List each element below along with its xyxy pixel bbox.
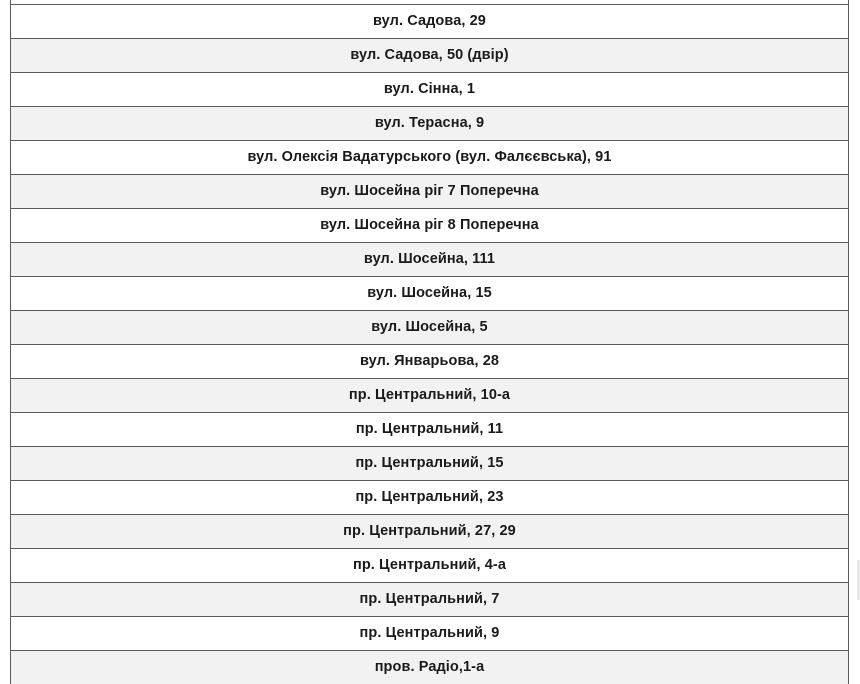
table-row — [11, 549, 849, 583]
table-row — [11, 39, 849, 73]
address-table-container — [10, 0, 849, 684]
address-cell: пр. Центральний, 7 — [11, 583, 849, 617]
address-table-body — [11, 0, 849, 684]
address-cell: пр. Центральний, 9 — [11, 617, 849, 651]
table-row — [11, 345, 849, 379]
table-row — [11, 413, 849, 447]
address-cell: пр. Центральний, 23 — [11, 481, 849, 515]
address-cell: пр. Центральний, 15 — [11, 447, 849, 481]
table-row — [11, 311, 849, 345]
address-cell: пров. Радіо,1-а — [11, 651, 849, 684]
table-row — [11, 583, 849, 617]
table-row — [11, 379, 849, 413]
table-row — [11, 651, 849, 684]
address-cell: вул. Терасна, 9 — [11, 107, 849, 141]
table-row — [11, 481, 849, 515]
table-row — [11, 5, 849, 39]
table-row — [11, 73, 849, 107]
address-cell: вул. Сінна, 1 — [11, 73, 849, 107]
table-row — [11, 141, 849, 175]
address-cell: вул. Олексія Вадатурського (вул. Фалєєвська), 91 — [11, 141, 849, 175]
table-row — [11, 277, 849, 311]
address-cell: вул. Садова, 29 — [11, 5, 849, 39]
table-row — [11, 447, 849, 481]
address-cell: вул. Шосейна ріг 8 Поперечна — [11, 209, 849, 243]
table-row — [11, 515, 849, 549]
table-row — [11, 243, 849, 277]
table-row — [11, 617, 849, 651]
address-cell: вул. Шосейна, 111 — [11, 243, 849, 277]
table-row — [11, 175, 849, 209]
address-cell: вул. Шосейна, 5 — [11, 311, 849, 345]
address-cell: вул. Шосейна, 15 — [11, 277, 849, 311]
address-cell: пр. Центральний, 11 — [11, 413, 849, 447]
address-cell: вул. Январьова, 28 — [11, 345, 849, 379]
table-row — [11, 107, 849, 141]
address-cell: пр. Центральний, 4-а — [11, 549, 849, 583]
address-cell: пр. Центральний, 27, 29 — [11, 515, 849, 549]
address-cell: вул. Садова, 50 (двір) — [11, 39, 849, 73]
table-row — [11, 209, 849, 243]
address-table — [10, 0, 849, 684]
address-cell: вул. Шосейна ріг 7 Поперечна — [11, 175, 849, 209]
address-cell: пр. Центральний, 10-а — [11, 379, 849, 413]
